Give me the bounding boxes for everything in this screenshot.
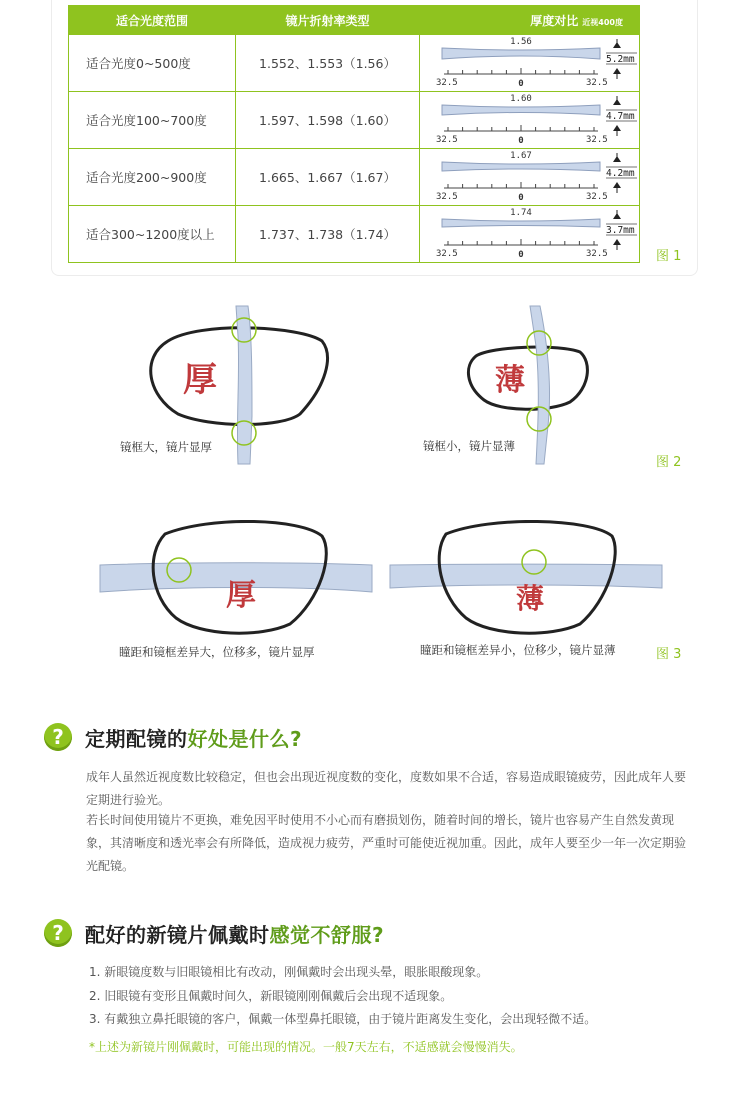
thickness-cell [420, 35, 640, 92]
section2-title-highlight: 感觉不舒服? [269, 922, 385, 947]
table-row [69, 206, 640, 263]
axis-left-label: 32.5 [436, 78, 458, 88]
lens-comparison-table [68, 5, 640, 263]
range-cell: 适合光度0~500度 [69, 35, 236, 92]
axis-left-label: 32.5 [436, 192, 458, 202]
fig2-left-caption: 镜框大，镜片显厚 [120, 440, 212, 454]
axis-center-label: 0 [518, 136, 524, 146]
lens-index-label: 1.74 [510, 208, 532, 218]
question-icon: ? [44, 723, 72, 751]
section1-title-plain: 定期配镜的 [85, 726, 188, 751]
lens-cross-section [442, 48, 600, 59]
table-row [69, 35, 640, 92]
fig3-diagram [0, 520, 750, 635]
header-range: 适合光度范围 [69, 6, 236, 35]
lens-cross-section [442, 105, 600, 115]
axis-left-label: 32.5 [436, 249, 458, 259]
lens-thickness-diagram [420, 92, 640, 148]
index-cell: 1.737、1.738（1.74） [236, 206, 420, 263]
section2-note: *上述为新镜片刚佩戴时，可能出现的情况。一般7天左右，不适感就会慢慢消失。 [89, 1040, 523, 1054]
section2-title [85, 919, 384, 948]
fig2-thick-lens-profile [236, 306, 252, 464]
lens-index-label: 1.56 [510, 37, 532, 47]
fig3-left-caption: 瞳距和镜框差异大，位移多，镜片显厚 [119, 645, 315, 659]
lens-thickness-diagram [420, 206, 640, 262]
fig3-label: 图 3 [656, 647, 682, 662]
range-cell: 适合光度100~700度 [69, 92, 236, 149]
fig1-label: 图 1 [656, 249, 682, 264]
lens-thickness-diagram [420, 149, 640, 205]
section1-title [85, 723, 302, 752]
axis-right-label: 32.5 [586, 249, 608, 259]
section2-heading [44, 918, 384, 948]
section1-paragraph-2: 若长时间使用镜片不更换，难免因平时使用不小心而有磨损划伤，随着时间的增长，镜片也容易产生自然发黄现象，其清晰度和透光率会有所降低，造成视力疲劳，严重时可能使近视加重。因此，成年人要至少一年一次定期验光配镜。 [86, 813, 687, 873]
thickness-cell [420, 92, 640, 149]
axis-left-label: 32.5 [436, 135, 458, 145]
range-cell: 适合300~1200度以上 [69, 206, 236, 263]
thickness-value: 4.2mm [606, 168, 635, 179]
fig3-thin-word: 薄 [515, 582, 545, 615]
thickness-cell [420, 149, 640, 206]
table-row [69, 92, 640, 149]
index-cell: 1.552、1.553（1.56） [236, 35, 420, 92]
table-header-row [69, 6, 640, 35]
axis-center-label: 0 [518, 250, 524, 260]
fig3-thick-word: 厚 [226, 578, 256, 613]
list-item: 3. 有戴独立鼻托眼镜的客户，佩戴一体型鼻托眼镜，由于镜片距离发生变化，会出现轻微不适。 [89, 1012, 597, 1026]
thickness-value: 5.2mm [606, 54, 635, 65]
fig2-label: 图 2 [656, 455, 682, 470]
fig2-thick-word: 厚 [183, 360, 217, 400]
section2-list [89, 961, 709, 1032]
index-cell: 1.597、1.598（1.60） [236, 92, 420, 149]
section1-title-highlight: 好处是什么? [187, 726, 303, 751]
list-item: 1. 新眼镜度数与旧眼镜相比有改动，刚佩戴时会出现头晕，眼胀眼酸现象。 [89, 965, 489, 979]
fig2-thin-lens-profile [530, 306, 550, 464]
question-icon: ? [44, 919, 72, 947]
thickness-value: 3.7mm [606, 225, 635, 236]
fig2-diagram [0, 296, 750, 476]
header-index: 镜片折射率类型 [236, 6, 420, 35]
section1-heading [44, 722, 302, 752]
header-thickness-label: 厚度对比 [530, 13, 579, 28]
axis-right-label: 32.5 [586, 135, 608, 145]
range-cell: 适合光度200~900度 [69, 149, 236, 206]
axis-center-label: 0 [518, 79, 524, 89]
section1-paragraph-1: 成年人虽然近视度数比较稳定，但也会出现近视度数的变化，度数如果不合适，容易造成眼镜疲劳，因此成年人要定期进行验光。 [86, 770, 687, 807]
table-row [69, 149, 640, 206]
thickness-cell [420, 206, 640, 263]
fig2-small-frame [468, 347, 587, 409]
list-item: 2. 旧眼镜有变形且佩戴时间久，新眼镜刚刚佩戴后会出现不适现象。 [89, 988, 453, 1003]
lens-thickness-diagram [420, 35, 640, 91]
axis-center-label: 0 [518, 193, 524, 203]
lens-index-label: 1.60 [510, 94, 532, 104]
header-thickness [420, 6, 640, 35]
thickness-value: 4.7mm [606, 111, 635, 122]
axis-right-label: 32.5 [586, 192, 608, 202]
fig2-thin-word: 薄 [495, 363, 525, 398]
axis-right-label: 32.5 [586, 78, 608, 88]
header-thickness-note: 近视400度 [582, 17, 623, 27]
lens-index-label: 1.67 [510, 151, 532, 161]
section2-title-plain: 配好的新镜片佩戴时 [85, 922, 270, 947]
fig2-right-caption: 镜框小，镜片显薄 [423, 439, 515, 453]
fig3-right-caption: 瞳距和镜框差异小，位移少，镜片显薄 [420, 643, 616, 657]
index-cell: 1.665、1.667（1.67） [236, 149, 420, 206]
lens-cross-section [442, 219, 600, 227]
lens-cross-section [442, 162, 600, 171]
